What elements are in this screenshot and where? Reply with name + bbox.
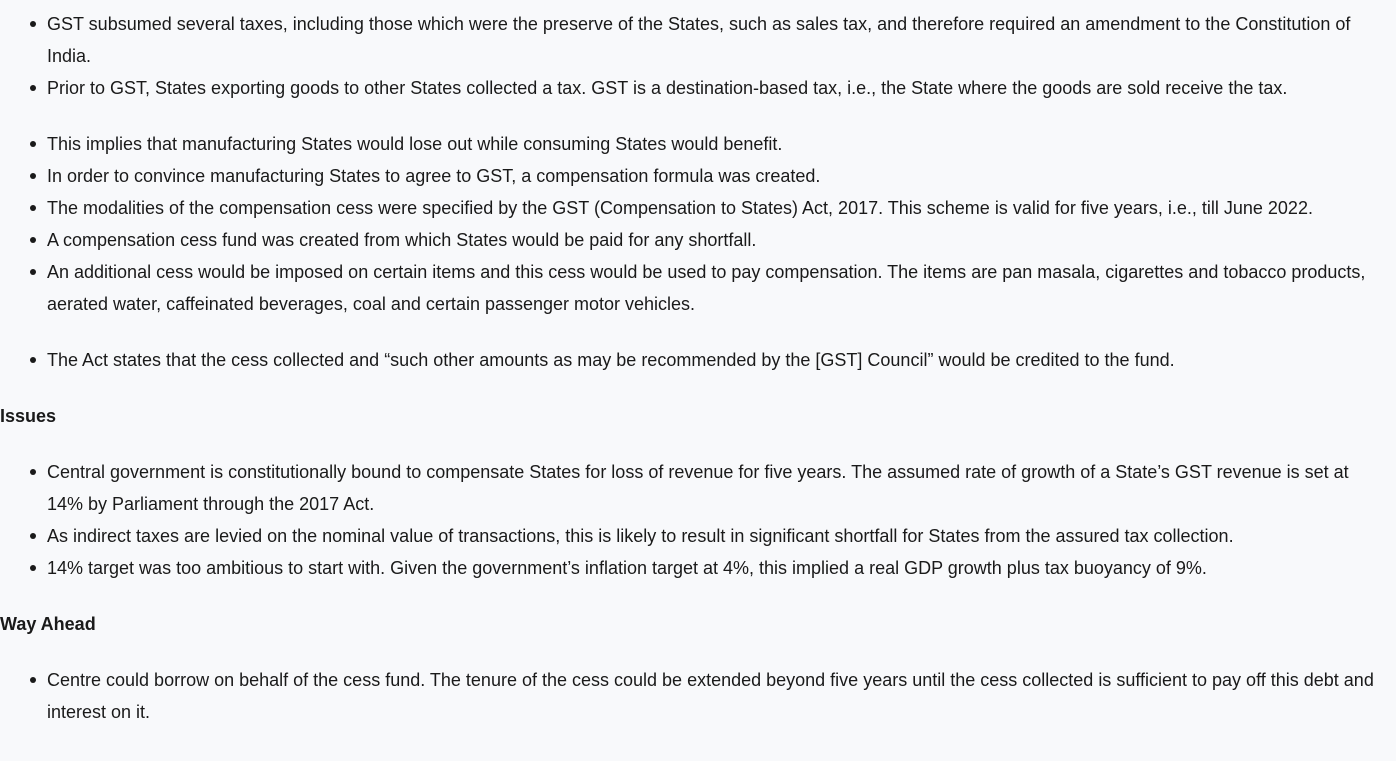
list-item: GST subsumed several taxes, including those which were the preserve of the States, such as sales tax, and therefore required an amendment to the Constitution of India.: [0, 8, 1396, 72]
list-item: An additional cess would be imposed on certain items and this cess would be used to pay compensation. The items are pan masala, cigarettes and tobacco products, aerated water, caffeinated beverages, coal and certain passenger motor vehicles.: [0, 256, 1396, 320]
way-ahead-heading: Way Ahead: [0, 614, 96, 634]
list-item: The modalities of the compensation cess were specified by the GST (Compensation to States) Act, 2017. This scheme is valid for five years, i.e., till June 2022.: [0, 192, 1396, 224]
list-item: This implies that manufacturing States would lose out while consuming States would benefit.: [0, 128, 1396, 160]
list-item: Prior to GST, States exporting goods to other States collected a tax. GST is a destination-based tax, i.e., the State where the goods are sold receive the tax.: [0, 72, 1396, 104]
way-ahead-list: [0, 664, 1396, 728]
background-list-2: [0, 128, 1396, 320]
issues-heading: Issues: [0, 406, 57, 426]
list-item: In order to convince manufacturing States to agree to GST, a compensation formula was created.: [0, 160, 1396, 192]
list-item: A compensation cess fund was created from which States would be paid for any shortfall.: [0, 224, 1396, 256]
list-item: Central government is constitutionally bound to compensate States for loss of revenue for five years. The assumed rate of growth of a State’s GST revenue is set at 14% by Parliament through the 2017 Act.: [0, 456, 1396, 520]
background-list-3: [0, 344, 1396, 376]
background-list-1: [0, 8, 1396, 104]
article-body: [0, 8, 1396, 728]
list-item: The Act states that the cess collected and “such other amounts as may be recommended by the [GST] Council” would be credited to the fund.: [0, 344, 1396, 376]
list-item: 14% target was too ambitious to start with. Given the government’s inflation target at 4%, this implied a real GDP growth plus tax buoyancy of 9%.: [0, 552, 1396, 584]
list-item: As indirect taxes are levied on the nominal value of transactions, this is likely to result in significant shortfall for States from the assured tax collection.: [0, 520, 1396, 552]
issues-list: [0, 456, 1396, 584]
list-item: Centre could borrow on behalf of the cess fund. The tenure of the cess could be extended beyond five years until the cess collected is sufficient to pay off this debt and interest on it.: [0, 664, 1396, 728]
